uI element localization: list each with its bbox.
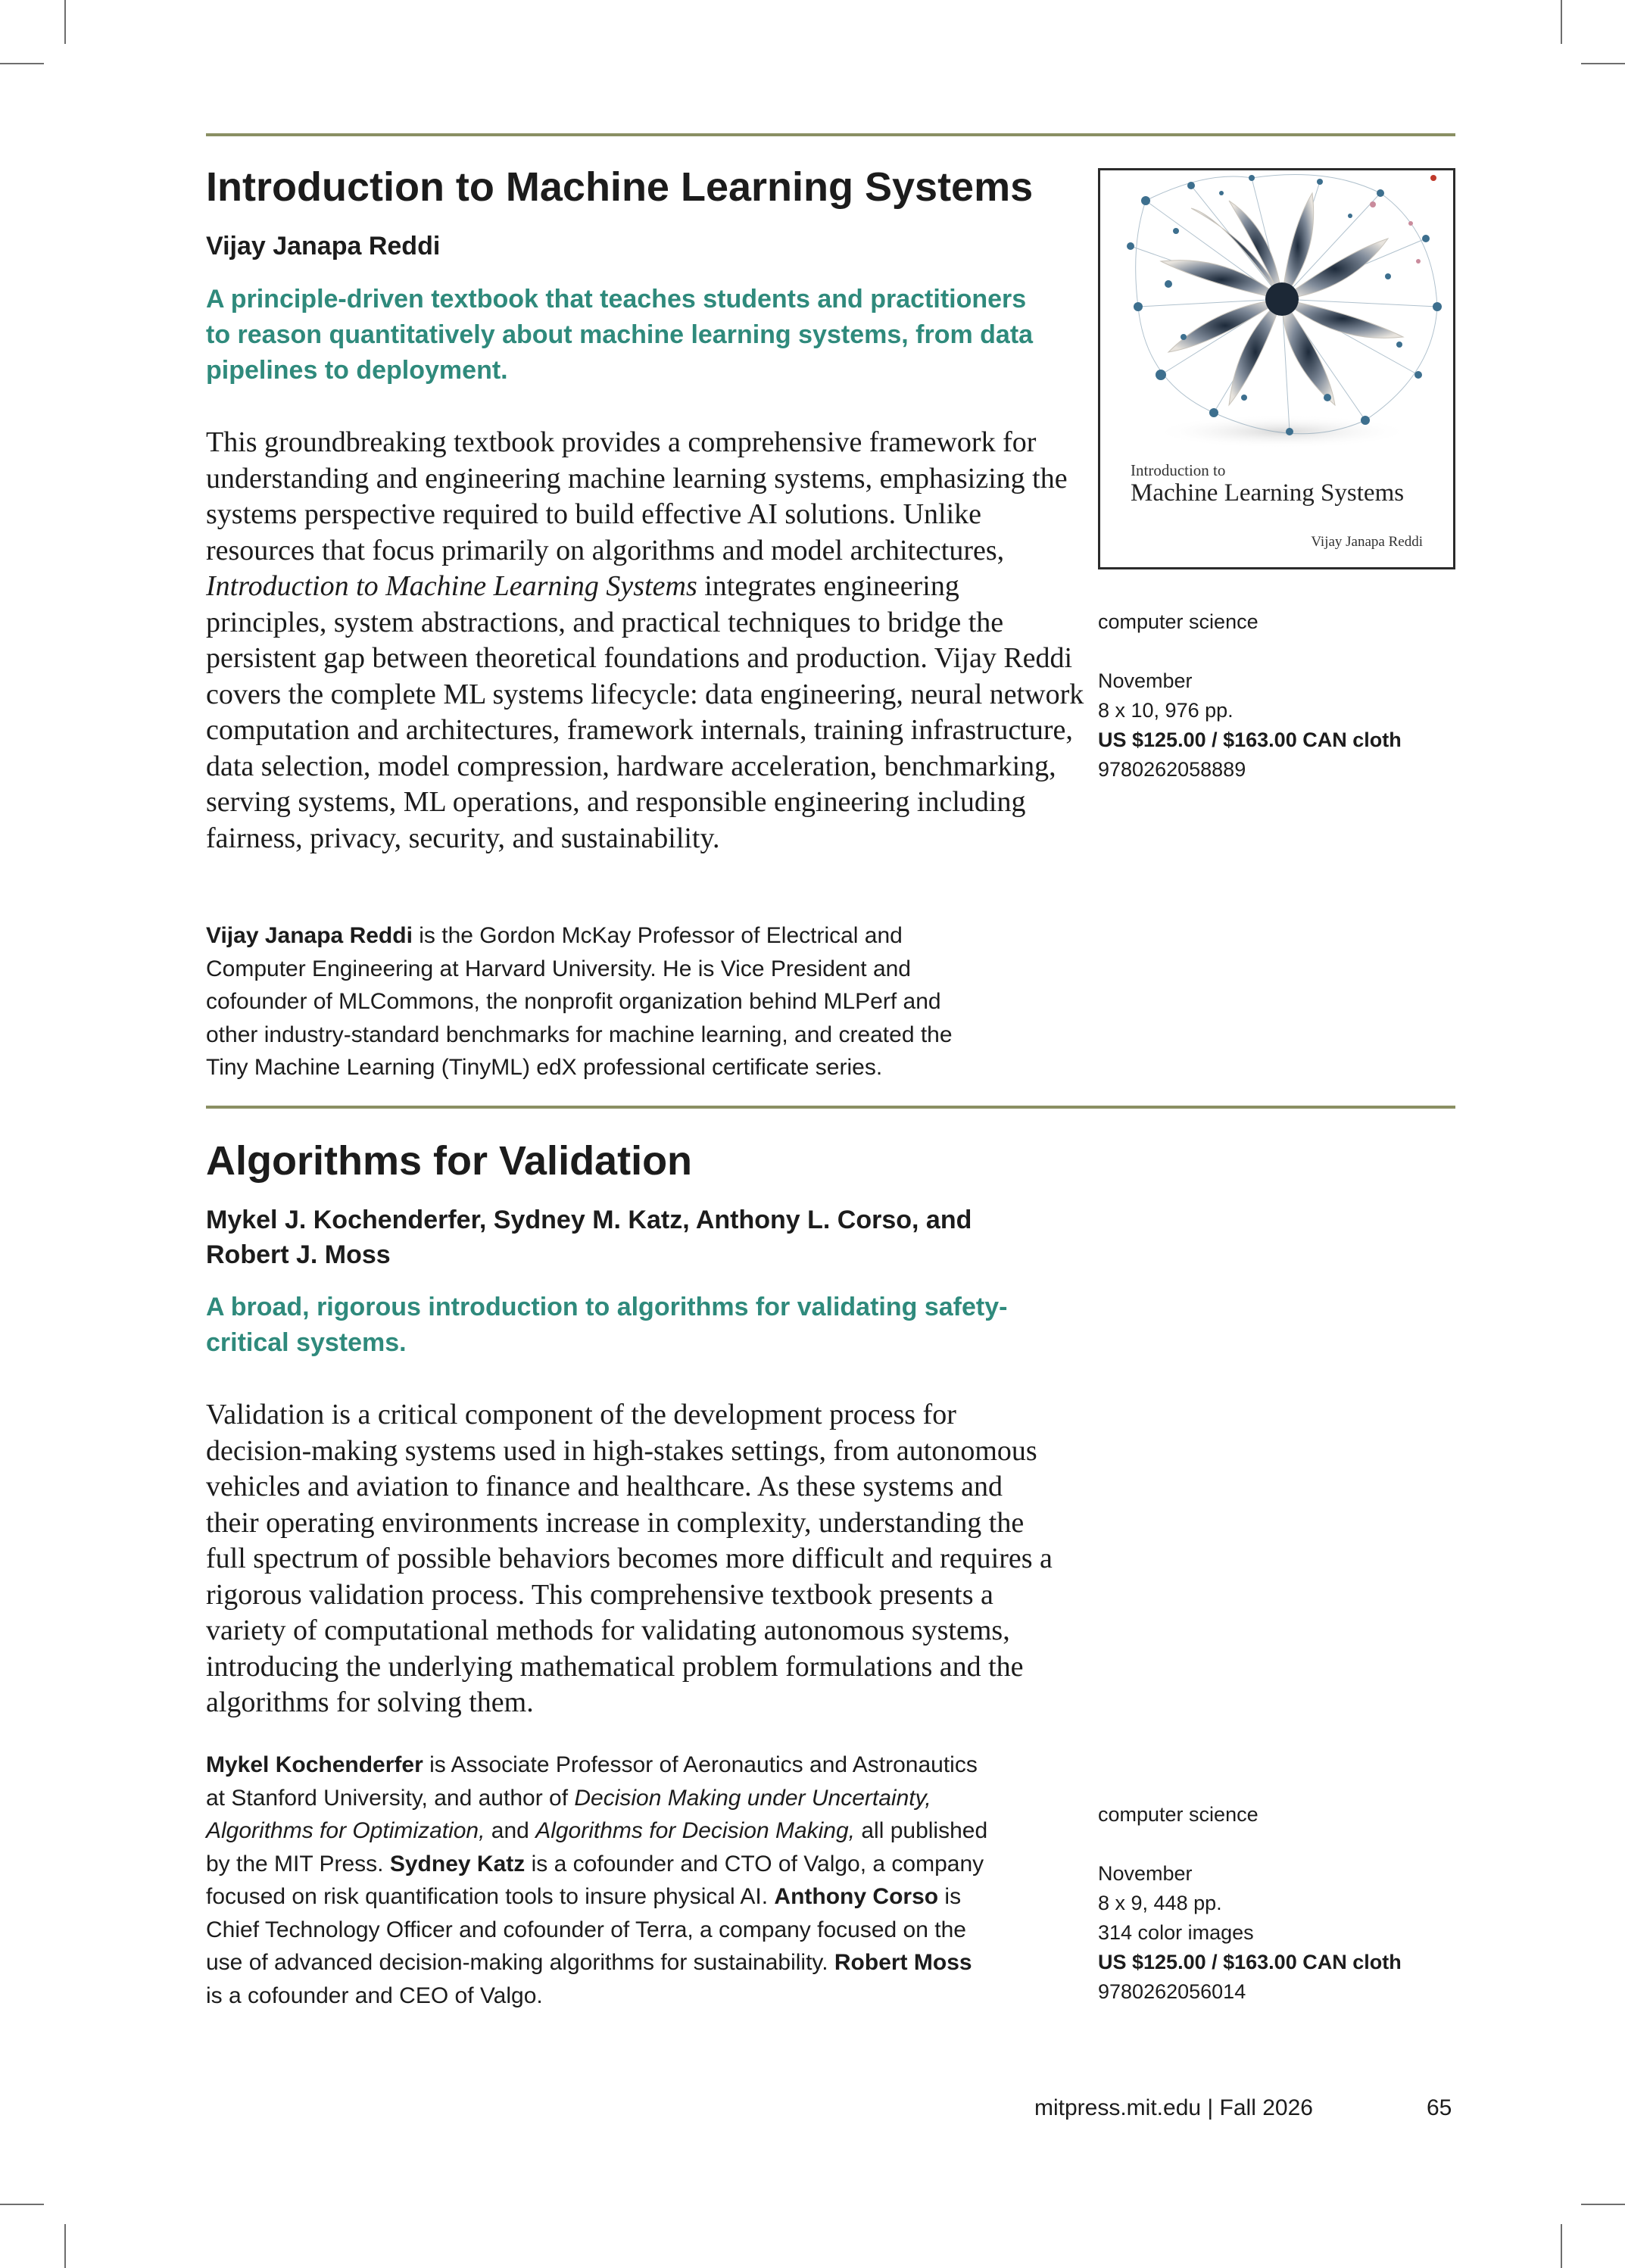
book-format: 8 x 9, 448 pp. xyxy=(1098,1892,1222,1914)
author-bio: Vijay Janapa Reddi is the Gordon McKay Professor of Electrical and Computer Engineering at Harvard University. He is Vice President and cofounder of MLCommons, the nonprofit organization behind MLPerf and other industry-standard benchmarks for machine learning, and created the Tiny Machine Learning (TinyML) edX professional certificate series. xyxy=(206,923,953,1080)
book-isbn: 9780262056014 xyxy=(1098,1980,1246,2003)
author-bio: Mykel Kochenderfer is Associate Professor of Aeronautics and Astronautics at Stanford University, and author of Decision Making under Uncertainty, Algorithms for Optimization, and Algorithms for Decision Making, all published by the MIT Press. Sydney Katz is a cofounder and CTO of Valgo, a company focused on risk quantification tools to insure physical AI. Anthony Corso is Chief Technology Officer and cofounder of Terra, a company focused on the use of advanced decision-making algorithms for sustainability. Robert Moss is a cofounder and CEO of Valgo. xyxy=(206,1752,988,2008)
author-name: Anthony Corso xyxy=(774,1884,939,1909)
book-cover xyxy=(1098,168,1455,569)
author-name: Robert Moss xyxy=(834,1950,972,1975)
book-description: This groundbreaking textbook provides a comprehensive framework for understanding and engineering machine learning systems, emphasizing the systems perspective required to build effective AI solutions. Unlike resources that focus primarily on algorithms and model architectures, Introduction to Machine Learning Systems integrates engineering principles, system abstractions, and practical techniques to bridge the persistent gap between theoretical foundations and production. Vijay Reddi covers the complete ML systems lifecycle: data engineering, neural network computation and architectures, framework internals, training infrastructure, data selection, model compression, hardware acceleration, benchmarking, serving systems, ML operations, and responsible engineering including fairness, privacy, security, and sustainability. xyxy=(206,426,1084,854)
book-format: 8 x 10, 976 pp. xyxy=(1098,699,1234,722)
crop-mark xyxy=(1561,2224,1562,2268)
book-isbn: 9780262058889 xyxy=(1098,758,1246,781)
book-description: Validation is a critical component of the development process for decision-making systems used in high-stakes settings, from autonomous vehicles and aviation to finance and healthcare. As these systems and their operating environments increase in complexity, understanding the full spectrum of possible behaviors becomes more difficult and requires a rigorous validation process. This comprehensive textbook presents a variety of computational methods for validating autonomous systems, introducing the underlying mathematical problem formulations and the algorithms for solving them. xyxy=(206,1399,1053,1718)
crop-mark xyxy=(0,63,44,64)
book-metadata xyxy=(1098,1800,1402,2007)
cover-author: Vijay Janapa Reddi xyxy=(1311,534,1423,550)
book-title-italic: Introduction to Machine Learning Systems xyxy=(206,570,697,602)
book-month: November xyxy=(1098,669,1193,692)
crop-mark xyxy=(64,0,66,44)
cover-artwork xyxy=(1100,170,1453,458)
crop-mark xyxy=(64,2224,66,2268)
book-month: November xyxy=(1098,1862,1193,1885)
book-price: US $125.00 / $163.00 CAN cloth xyxy=(1098,728,1402,751)
crop-mark xyxy=(1561,0,1562,44)
book-title: Algorithms for Validation xyxy=(206,1138,693,1184)
book-subject: computer science xyxy=(1098,1803,1259,1826)
footer-site-season: mitpress.mit.edu | Fall 2026 xyxy=(1034,2095,1313,2120)
book-images: 314 color images xyxy=(1098,1921,1254,1944)
book-authors: Mykel J. Kochenderfer, Sydney M. Katz, Anthony L. Corso, and Robert J. Moss xyxy=(206,1206,972,1269)
book-author: Vijay Janapa Reddi xyxy=(206,232,441,260)
author-name: Mykel Kochenderfer xyxy=(206,1752,423,1777)
book-tagline: A principle-driven textbook that teaches students and practitioners to reason quantitatively about machine learning systems, from data pipelines to deployment. xyxy=(206,285,1034,385)
cover-title: Machine Learning Systems xyxy=(1131,479,1405,507)
crop-mark xyxy=(0,2204,44,2205)
page-number: 65 xyxy=(1427,2095,1452,2120)
author-name: Vijay Janapa Reddi xyxy=(206,923,413,948)
book-title: Introduction to Machine Learning Systems xyxy=(206,164,1034,210)
book-tagline: A broad, rigorous introduction to algorithms for validating safety- critical systems. xyxy=(206,1293,1008,1357)
book-price: US $125.00 / $163.00 CAN cloth xyxy=(1098,1951,1402,1973)
author-name: Sydney Katz xyxy=(389,1851,526,1876)
crop-mark xyxy=(1581,2204,1625,2205)
section-divider xyxy=(206,1106,1455,1109)
book-subject: computer science xyxy=(1098,610,1259,633)
crop-mark xyxy=(1581,63,1625,64)
section-divider xyxy=(206,133,1455,136)
book-metadata xyxy=(1098,607,1402,785)
cover-subtitle: Introduction to xyxy=(1131,461,1226,479)
